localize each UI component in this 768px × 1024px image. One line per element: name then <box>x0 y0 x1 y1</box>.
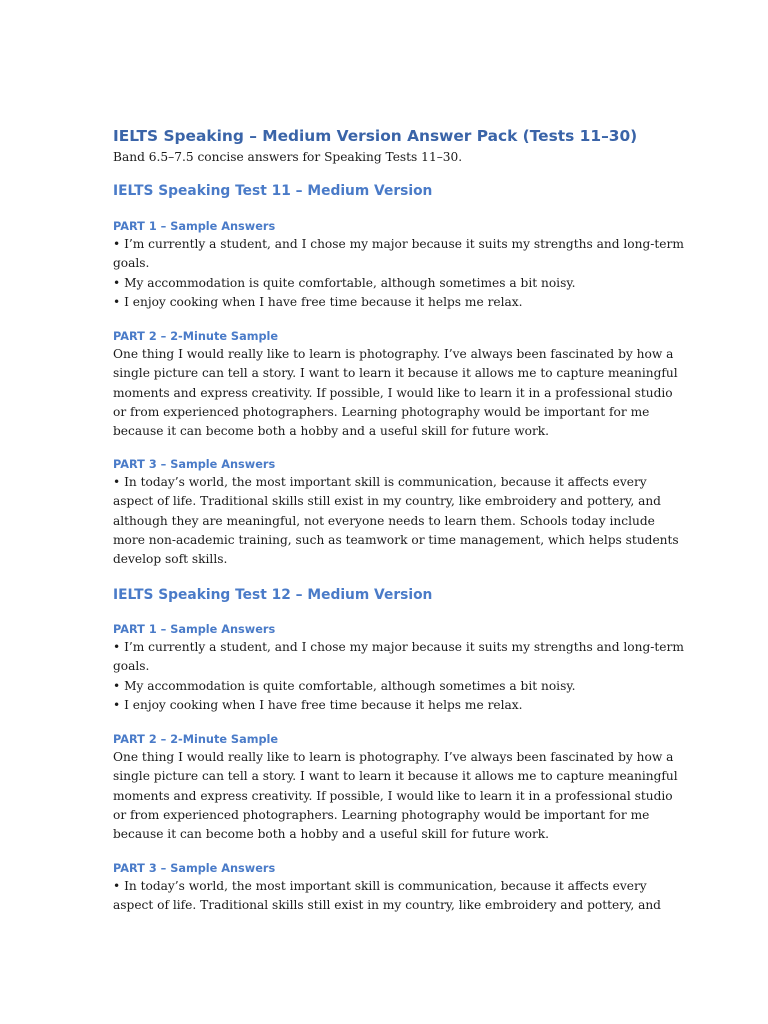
test-11-part-3 <box>113 456 679 569</box>
test-heading: IELTS Speaking Test 12 – Medium Version <box>113 587 433 603</box>
part-heading: PART 2 – 2-Minute Sample <box>113 733 279 746</box>
answer-line: • I enjoy cooking when I have free time because it helps me relax. <box>113 697 523 712</box>
test-12-part-3 <box>113 860 661 916</box>
answer-line: or from experienced photographers. Learning photography would be important for me <box>113 807 650 822</box>
test-12-part-2 <box>113 731 678 844</box>
part-heading: PART 3 – Sample Answers <box>113 862 276 875</box>
document-intro: Band 6.5–7.5 concise answers for Speaking Tests 11–30. <box>113 150 463 164</box>
answer-line: moments and express creativity. If possible, I would like to learn it in a professional studio <box>113 788 673 803</box>
part-heading: PART 1 – Sample Answers <box>113 220 276 233</box>
answer-line: aspect of life. Traditional skills still exist in my country, like embroidery and pottery, and <box>113 898 661 913</box>
answer-line: because it can become both a hobby and a useful skill for future work. <box>113 827 550 842</box>
answer-line: goals. <box>113 256 150 271</box>
answer-line: • My accommodation is quite comfortable, although sometimes a bit noisy. <box>113 275 576 290</box>
document-title: IELTS Speaking – Medium Version Answer Pack (Tests 11–30) <box>113 127 638 145</box>
test-11-part-1 <box>113 218 684 312</box>
answer-line: • I’m currently a student, and I chose my major because it suits my strengths and long-term <box>113 237 684 251</box>
test-heading: IELTS Speaking Test 11 – Medium Version <box>113 183 433 199</box>
answer-line: One thing I would really like to learn is photography. I’ve always been fascinated by how a <box>113 750 674 764</box>
test-12-part-1 <box>113 621 684 715</box>
answer-line: single picture can tell a story. I want to learn it because it allows me to capture meaningful <box>113 769 678 784</box>
answer-line: • My accommodation is quite comfortable, although sometimes a bit noisy. <box>113 678 576 693</box>
answer-line: moments and express creativity. If possible, I would like to learn it in a professional studio <box>113 385 673 400</box>
answer-line: One thing I would really like to learn is photography. I’ve always been fascinated by how a <box>113 347 674 361</box>
answer-line: single picture can tell a story. I want to learn it because it allows me to capture meaningful <box>113 366 678 381</box>
part-heading: PART 1 – Sample Answers <box>113 623 276 636</box>
answer-line: goals. <box>113 659 150 674</box>
document-header <box>113 124 658 167</box>
answer-line: • In today’s world, the most important skill is communication, because it affects every <box>113 475 647 489</box>
test-12-section <box>113 584 658 606</box>
answer-line: develop soft skills. <box>113 552 228 567</box>
answer-line: aspect of life. Traditional skills still exist in my country, like embroidery and pottery, and <box>113 494 661 509</box>
answer-line: • I’m currently a student, and I chose my major because it suits my strengths and long-term <box>113 640 684 654</box>
answer-line: or from experienced photographers. Learning photography would be important for me <box>113 404 650 419</box>
part-heading: PART 3 – Sample Answers <box>113 458 276 471</box>
answer-line: • I enjoy cooking when I have free time because it helps me relax. <box>113 294 523 309</box>
answer-line: because it can become both a hobby and a useful skill for future work. <box>113 424 550 439</box>
answer-line: more non-academic training, such as teamwork or time management, which helps students <box>113 532 679 547</box>
test-11-part-2 <box>113 328 678 441</box>
answer-line: although they are meaningful, not everyone needs to learn them. Schools today include <box>113 513 655 528</box>
answer-line: • In today’s world, the most important skill is communication, because it affects every <box>113 879 647 893</box>
part-heading: PART 2 – 2-Minute Sample <box>113 330 279 343</box>
test-11-section <box>113 180 658 202</box>
